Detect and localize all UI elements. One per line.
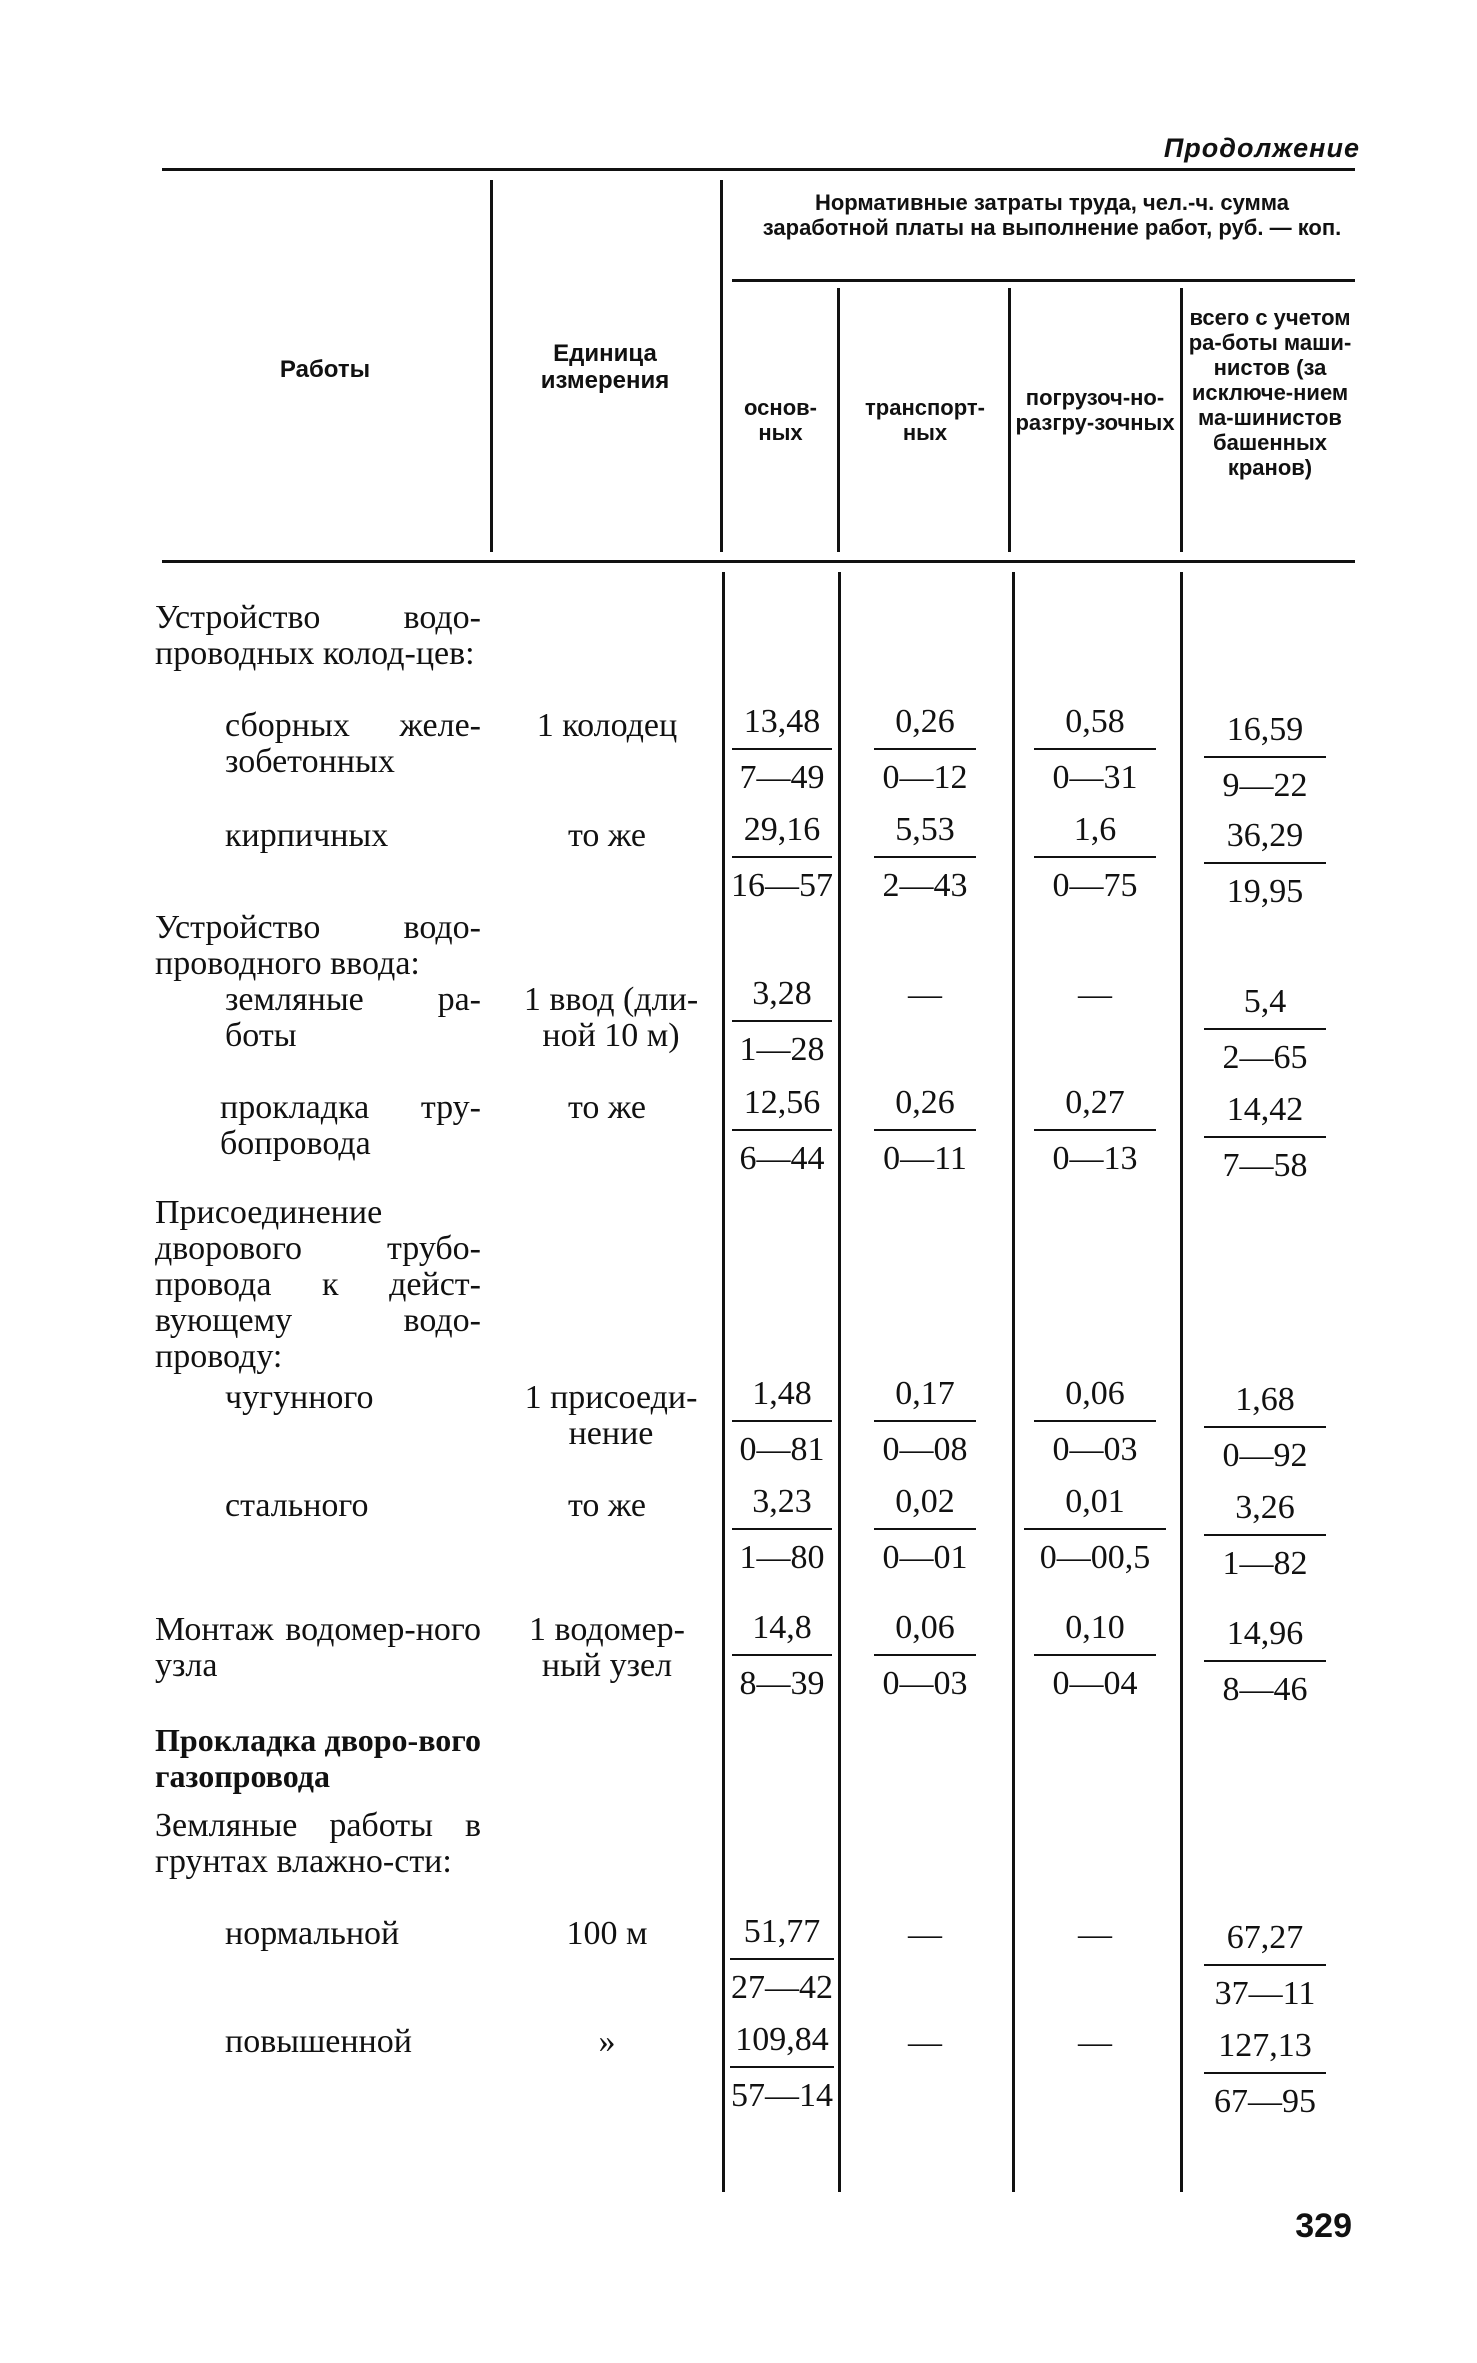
cell-loading-3: — xyxy=(1078,976,1112,1013)
cell-loading-8: — xyxy=(1078,1916,1112,1953)
body-rule-total xyxy=(1180,572,1183,2192)
cell-transport-2: 5,53 2—43 xyxy=(870,810,980,906)
col-rule-transport xyxy=(837,288,840,552)
cell-transport-4: 0,26 0—11 xyxy=(870,1083,980,1179)
unit-row-7: 1 водомер-ный узел xyxy=(529,1611,685,1684)
cell-main-2: 29,16 16—57 xyxy=(731,811,833,904)
work-inlet-title: Устройство водо-проводного ввода: xyxy=(155,909,481,982)
work-earth-normal: нормальной xyxy=(225,1915,400,1952)
cell-transport-8: — xyxy=(908,1916,942,1953)
work-wells-precast: сборных желе-зобетонных xyxy=(225,707,481,780)
work-gas-title: Прокладка дворо-вого газопровода xyxy=(155,1722,481,1794)
cell-main-9: 109,84 57—14 xyxy=(731,2021,833,2114)
unit-row-6: то же xyxy=(567,1487,647,1524)
body-rule-loading xyxy=(1012,572,1015,2192)
work-wells-brick: кирпичных xyxy=(225,817,389,854)
cell-main-3: 3,28 1—28 xyxy=(728,974,836,1070)
header-col-total: всего с учетом ра-боты маши-нистов (за исключе-нием ма-шинистов башенных кранов) xyxy=(1188,305,1352,480)
cell-loading-2: 1,6 0—75 xyxy=(1030,810,1160,906)
body-rule-transport xyxy=(838,572,841,2192)
cell-transport-9: — xyxy=(908,2024,942,2061)
cell-main-5: 1,48 0—81 xyxy=(728,1374,836,1470)
cell-loading-1: 0,58 0—31 xyxy=(1030,702,1160,798)
cell-transport-6: 0,02 0—01 xyxy=(870,1482,980,1578)
cell-total-6: 3,26 1—82 xyxy=(1200,1488,1330,1584)
work-wells-title: Устройство водо-проводных колод-цев: xyxy=(155,599,481,672)
unit-row-4: то же xyxy=(567,1089,647,1126)
unit-row-1: 1 колодец xyxy=(536,707,678,744)
cell-total-9: 127,13 67—95 xyxy=(1200,2026,1330,2122)
work-meter: Монтаж водомер-ного узла xyxy=(155,1611,481,1684)
cell-transport-1: 0,26 0—12 xyxy=(870,702,980,798)
cell-transport-3: — xyxy=(908,976,942,1013)
header-norm: Нормативные затраты труда, чел.-ч. сумма заработной платы на выполнение работ, руб. — коп. xyxy=(762,190,1342,240)
cell-total-8: 67,27 37—11 xyxy=(1200,1918,1330,2014)
cell-total-2: 36,29 19,95 xyxy=(1200,816,1330,912)
col-rule-loading xyxy=(1008,288,1011,552)
cell-loading-7: 0,10 0—04 xyxy=(1030,1608,1160,1704)
cell-main-6: 3,23 1—80 xyxy=(728,1482,836,1578)
header-works: Работы xyxy=(279,356,371,383)
cell-total-1: 16,59 9—22 xyxy=(1200,710,1330,806)
cell-loading-9: — xyxy=(1078,2024,1112,2061)
header-col-loading: погрузоч-но-разгру-зочных xyxy=(1015,385,1175,435)
cell-transport-7: 0,06 0—03 xyxy=(870,1608,980,1704)
header-col-transport: транспорт-ных xyxy=(865,395,985,445)
col-rule-total xyxy=(1180,288,1183,552)
work-earth-high: повышенной xyxy=(225,2023,412,2060)
unit-row-2: то же xyxy=(567,817,647,854)
col-rule-main xyxy=(720,180,723,552)
work-inlet-pipe: прокладка тру-бопровода xyxy=(220,1089,481,1162)
norm-rule xyxy=(732,279,1355,282)
work-conn-iron: чугунного xyxy=(225,1379,374,1416)
header-unit: Единица измерения xyxy=(540,340,670,394)
top-rule xyxy=(162,168,1355,171)
cell-total-4: 14,42 7—58 xyxy=(1200,1090,1330,1186)
cell-transport-5: 0,17 0—08 xyxy=(870,1374,980,1470)
work-conn-steel: стального xyxy=(225,1487,369,1524)
cell-total-7: 14,96 8—46 xyxy=(1200,1614,1330,1710)
header-col-main: основ-ных xyxy=(744,395,817,445)
cell-loading-5: 0,06 0—03 xyxy=(1030,1374,1160,1470)
cell-main-7: 14,8 8—39 xyxy=(728,1608,836,1704)
cell-main-4: 12,56 6—44 xyxy=(728,1083,836,1179)
cell-total-3: 5,4 2—65 xyxy=(1200,982,1330,1078)
page-number: 329 xyxy=(1295,2207,1352,2245)
unit-row-9: » xyxy=(598,2023,616,2060)
body-rule-main xyxy=(722,572,725,2192)
cell-loading-4: 0,27 0—13 xyxy=(1030,1083,1160,1179)
work-inlet-earth: земляные ра-боты xyxy=(225,981,481,1054)
cell-total-5: 1,68 0—92 xyxy=(1200,1380,1330,1476)
unit-row-5: 1 присоеди-нение xyxy=(524,1379,698,1452)
work-conn-title: Присоединение дворового трубо-провода к дейст-вующему водо-проводу: xyxy=(155,1194,481,1375)
unit-row-8: 100 м xyxy=(566,1915,648,1952)
unit-row-3: 1 ввод (дли-ной 10 м) xyxy=(523,981,699,1054)
cell-loading-6: 0,01 0—00,5 xyxy=(1020,1482,1170,1578)
continuation-label: Продолжение xyxy=(1163,133,1360,163)
col-rule-unit xyxy=(490,180,493,552)
header-bottom-rule xyxy=(162,560,1355,563)
cell-main-8: 51,77 27—42 xyxy=(731,1913,833,2006)
work-earth-title: Земляные работы в грунтах влажно-сти: xyxy=(155,1807,481,1880)
cell-main-1: 13,48 7—49 xyxy=(728,702,836,798)
